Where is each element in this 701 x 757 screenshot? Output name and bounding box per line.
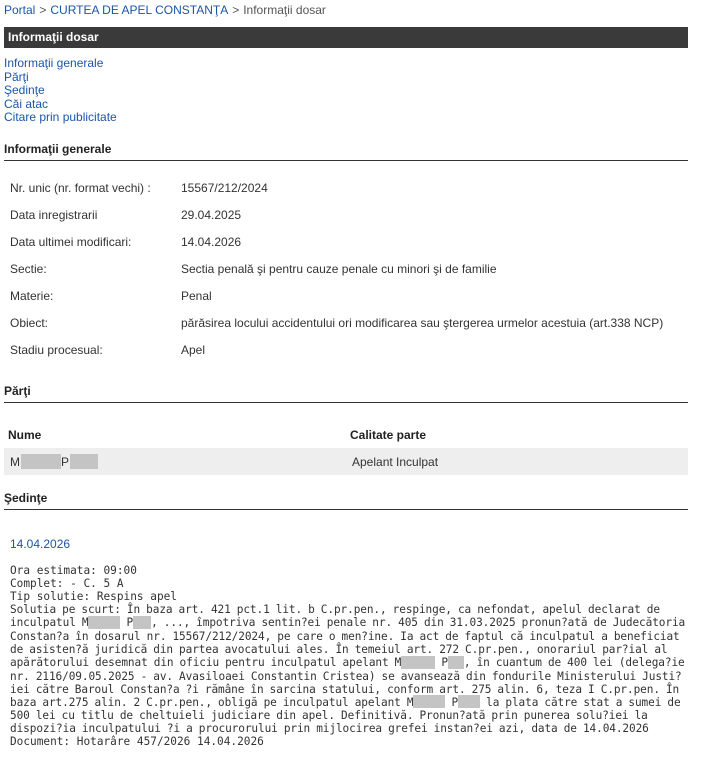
party-name-initial: M xyxy=(10,455,20,469)
redaction-block xyxy=(70,454,98,469)
toc-link-sedinte[interactable]: Şedinţe xyxy=(4,83,45,97)
info-value: Penal xyxy=(181,289,212,303)
info-label: Stadiu procesual: xyxy=(10,343,103,357)
toc-link-parti[interactable]: Părţi xyxy=(4,69,29,84)
hearing-details xyxy=(10,564,686,749)
redaction-block xyxy=(88,616,120,629)
section-navigation xyxy=(4,57,117,125)
solution-summary xyxy=(10,603,686,735)
info-label: Obiect: xyxy=(10,316,49,330)
info-label: Data ultimei modificari: xyxy=(10,235,132,249)
info-label: Nr. unic (nr. format vechi) : xyxy=(10,181,151,195)
redaction-block xyxy=(458,695,480,708)
info-label: Materie: xyxy=(10,289,54,303)
info-value: 29.04.2025 xyxy=(181,208,242,222)
page-title: Informaţii dosar xyxy=(4,27,688,48)
column-header-calitate-parte: Calitate parte xyxy=(350,428,427,442)
info-label: Sectie: xyxy=(10,262,47,276)
toc-link-informatii-generale[interactable]: Informaţii generale xyxy=(4,56,104,70)
breadcrumb-current: Informaţii dosar xyxy=(243,3,326,17)
hearing-time: Ora estimata: 09:00 xyxy=(10,564,137,577)
solution-type: Tip solutie: Respins apel xyxy=(10,590,177,604)
hearing-date: 14.04.2026 xyxy=(10,537,71,551)
toc-link-citare-publicitate[interactable]: Citare prin publicitate xyxy=(4,110,117,124)
info-label: Data inregistrarii xyxy=(10,208,98,222)
solution-text: Solutia pe scurt: În baza art. 421 pct.1 lit. b C.pr.pen., respinge, ca nefondat, apelul declarat de inculpatul M xyxy=(10,603,660,630)
info-value: Apel xyxy=(181,343,206,357)
party-name-initial: P xyxy=(61,455,70,469)
column-header-nume: Nume xyxy=(8,428,42,442)
info-value: 14.04.2026 xyxy=(181,235,242,249)
breadcrumb-portal-link[interactable]: Portal xyxy=(4,3,36,17)
breadcrumb-separator: > xyxy=(39,3,47,17)
redaction-block xyxy=(448,656,464,669)
redaction-block xyxy=(401,656,435,669)
solution-text: , ..., împotriva sentin?ei penale nr. 405 din 31.03.2025 pronun?ată de Judecătoria Constan?a în dosarul nr. 15567/212/2024, pe care o men?ine. Ia act de faptul că inculpatul a beneficiat de asisten?ă juridică din partea avocatului ales. În temeiul art. 272 C.pr.pen., onorariul par?ial al apărătorului desemnat din oficiu pentru inculpatul apelant M xyxy=(10,616,686,670)
parti-table-header xyxy=(4,426,688,446)
table-row xyxy=(4,448,688,475)
section-title-parti: Părţi xyxy=(4,384,688,403)
breadcrumb xyxy=(4,3,326,17)
party-role: Apelant Inculpat xyxy=(352,455,439,469)
solution-text: P xyxy=(120,616,134,630)
redaction-block xyxy=(413,695,445,708)
breadcrumb-court-link[interactable]: CURTEA DE APEL CONSTANŢA xyxy=(50,3,229,17)
section-title-informatii-generale: Informaţii generale xyxy=(4,142,688,161)
document-reference: Document: Hotarâre 457/2026 14.04.2026 xyxy=(10,735,264,749)
solution-text: , în cuantum de 400 lei (delega?ie nr. 2116/09.05.2025 - av. Avasiloaei Constantin Cristea) se avansează din fondurile Ministerului Justi?iei către Baroul Constan?a ?i rămâne în sarcina statului, conform art. 275 alin. 6, teza I C.pr.pen. În baza art.275 alin. 2 C.pr.pen., obligă pe inculpatul apelant M xyxy=(10,656,685,709)
info-value: Sectia penală şi pentru cauze penale cu minori şi de familie xyxy=(181,262,497,276)
redaction-block xyxy=(133,616,151,629)
hearing-panel: Complet: - C. 5 A xyxy=(10,577,124,591)
party-name xyxy=(10,455,98,470)
solution-text: P xyxy=(435,656,448,670)
solution-text: P xyxy=(445,695,459,709)
info-value: 15567/212/2024 xyxy=(181,181,268,195)
info-value: părăsirea locului accidentului ori modificarea sau ştergerea urmelor acestuia (art.338 NCP) xyxy=(181,316,664,330)
toc-link-cai-atac[interactable]: Căi atac xyxy=(4,96,49,111)
redaction-block xyxy=(21,454,61,469)
section-title-sedinte: Şedinţe xyxy=(4,491,688,510)
solution-text: la plata către stat a sumei de 500 lei cu titlu de cheltuieli judiciare din apel. Definitivă. Pronun?ată prin punerea solu?iei la dispozi?ia inculpatului ?i a procurorului prin mijlocirea grefei instan?ei azi, data de 14.04.2026 xyxy=(10,695,681,736)
breadcrumb-separator: > xyxy=(232,3,240,17)
